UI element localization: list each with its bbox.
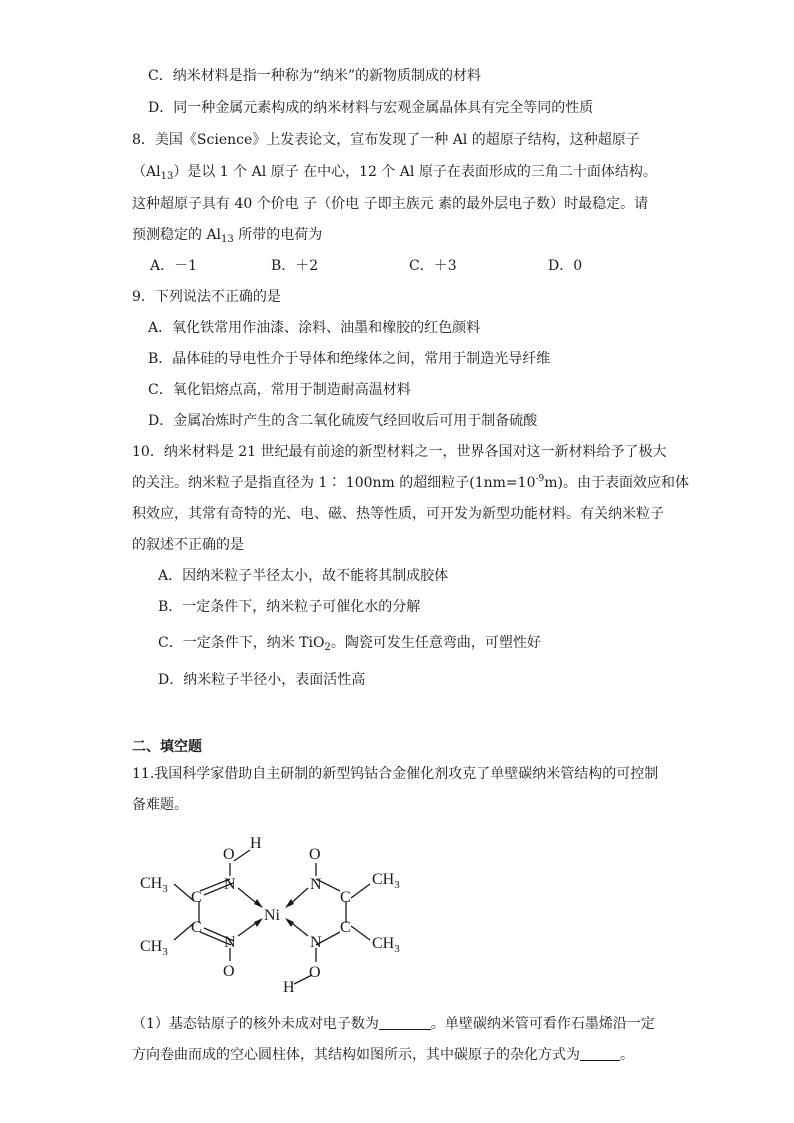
atom-oxygen-top-left: O <box>223 846 235 863</box>
q11-stem-line2: 备难题。 <box>132 797 188 813</box>
q9-option-b[interactable]: B．晶体硅的导电性介于导体和绝缘体之间，常用于制造光导纤维 <box>148 351 551 367</box>
answer-blank-unpaired-electrons[interactable] <box>379 1015 431 1030</box>
q11-sub1-line2: 方向卷曲而成的空心圆柱体，其结构如图所示，其中碳原子的杂化方式为 。 <box>132 1047 634 1063</box>
atom-nitrogen: N <box>224 934 236 951</box>
q10-option-a[interactable]: A．因纳米粒子半径太小，故不能将其制成胶体 <box>158 568 449 584</box>
q11-stem-line1: 11.我国科学家借助自主研制的新型钨钴合金催化剂攻克了单壁碳纳米管结构的可控制 <box>132 766 659 782</box>
atom-oxygen-top-right: O <box>309 846 321 863</box>
methyl-group: $CH_3$ <box>372 935 400 955</box>
q8-options <box>0 256 794 276</box>
nickel-dimethylglyoxime-structure <box>130 828 420 1000</box>
methyl-group: $CH_3$ <box>372 871 400 891</box>
q10-stem-line3: 积效应，其常有奇特的光、电、磁、热等性质，可开发为新型功能材料。有关纳米粒子 <box>132 506 664 522</box>
q8-stem-line1: 8．美国《Science》上发表论文，宣布发现了一种 Al 的超原子结构，这种超原子 <box>132 132 640 148</box>
q10-option-d[interactable]: D．纳米粒子半径小，表面活性高 <box>158 672 366 688</box>
section-heading: 二、填空题 <box>132 739 202 755</box>
methyl-group: $CH_3$ <box>140 938 168 958</box>
q10-option-b[interactable]: B．一定条件下，纳米粒子可催化水的分解 <box>158 599 421 615</box>
atom-carbon: C <box>340 919 351 936</box>
q10-stem-line1: 10．纳米材料是 21 世纪最有前途的新型材料之一，世界各国对这一新材料给予了极大 <box>132 444 667 460</box>
atom-hydrogen-top: H <box>250 835 262 852</box>
atom-nitrogen: N <box>310 876 322 893</box>
q8-stem-line4: 预测稳定的 $Al_{13}$ 所带的电荷为 <box>132 227 323 245</box>
methyl-group: $CH_3$ <box>140 875 168 895</box>
atom-carbon: C <box>191 919 202 936</box>
atom-carbon: C <box>191 889 202 906</box>
q8-option-a[interactable]: A．－1 <box>150 258 198 274</box>
atom-carbon: C <box>340 889 351 906</box>
atom-nitrogen: N <box>310 934 322 951</box>
q8-option-d[interactable]: D．0 <box>548 258 583 274</box>
atom-nickel: Ni <box>264 907 280 924</box>
q9-option-c[interactable]: C．氧化铝熔点高，常用于制造耐高温材料 <box>148 382 411 398</box>
q7-option-d: D．同一种金属元素构成的纳米材料与宏观金属晶体具有完全等同的性质 <box>148 100 594 116</box>
q8-option-b[interactable]: B．＋2 <box>271 258 319 274</box>
q10-stem-line2: 的关注。纳米粒子是指直径为 1∶ 100nm 的超细粒子$(1nm=10^{-9}m)$。由于表面效应和体 <box>132 474 690 491</box>
q10-option-c[interactable]: C．一定条件下，纳米 TiO$_2$。陶瓷可发生任意弯曲，可塑性好 <box>158 635 541 653</box>
answer-blank-hybridization[interactable] <box>580 1046 620 1061</box>
atom-oxygen-bottom-right: O <box>309 964 321 981</box>
atom-nitrogen: N <box>224 876 236 893</box>
q10-stem-line4: 的叙述不正确的是 <box>132 537 244 553</box>
atom-hydrogen-bottom: H <box>283 979 295 996</box>
q8-stem-line2: $(Al_{13})$是以 1 个 Al 原子 在中心，12 个 Al 原子在表面形成的三角二十面体结构。 <box>132 164 657 182</box>
q7-option-c: C．纳米材料是指一种称为“纳米”的新物质制成的材料 <box>148 68 482 84</box>
atom-oxygen-bottom-left: O <box>223 963 235 980</box>
q8-option-c[interactable]: C．＋3 <box>409 258 457 274</box>
q8-stem-line3: 这种超原子具有 40 个价电 子（价电 子即主族元 素的最外层电子数）时最稳定。请 <box>132 196 649 212</box>
q11-sub1-line1: （1）基态钴原子的核外未成对电子数为 。单壁碳纳米管可看作石墨烯沿一定 <box>132 1016 655 1032</box>
q9-option-a[interactable]: A．氧化铁常用作油漆、涂料、油墨和橡胶的红色颜料 <box>148 320 481 336</box>
q9-stem: 9．下列说法不正确的是 <box>132 289 281 305</box>
q9-option-d[interactable]: D．金属冶炼时产生的含二氧化硫废气经回收后可用于制备硫酸 <box>148 413 538 429</box>
